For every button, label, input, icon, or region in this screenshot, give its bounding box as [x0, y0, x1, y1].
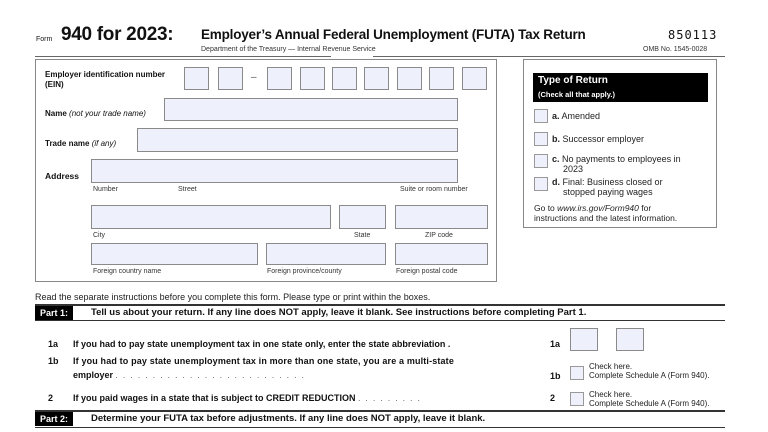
checkbox-amended[interactable] [534, 109, 548, 123]
trade-name-input[interactable] [137, 128, 458, 152]
line-1b-schedule-a: Complete Schedule A (Form 940). [589, 371, 710, 380]
multi-state-checkbox[interactable] [570, 366, 584, 380]
ein-digit-2[interactable] [218, 67, 243, 90]
name-label-hint: (not your trade name) [69, 109, 146, 118]
option-final-text2: stopped paying wages [563, 187, 653, 197]
line-2-number: 2 [48, 393, 54, 403]
name-label-text: Name [45, 109, 67, 118]
option-final-text: Final: Business closed or [562, 177, 663, 187]
irs-form940-link[interactable]: www.irs.gov/Form940 [557, 203, 639, 213]
form-title: Employer’s Annual Federal Unemployment (FUTA) Tax Return [201, 27, 586, 42]
option-no-payments-letter: c. [552, 154, 560, 164]
barcode-number: 850113 [668, 28, 718, 42]
ein-digit-5[interactable] [332, 67, 357, 90]
option-amended-letter: a. [552, 111, 560, 121]
part2-label: Part 2: [35, 412, 73, 426]
street-address-input[interactable] [91, 159, 458, 183]
foreign-country-input[interactable] [91, 243, 258, 265]
line-1a-number: 1a [48, 339, 59, 349]
form-header [0, 0, 768, 53]
part1-bottom-rule [35, 320, 725, 321]
form-number: 940 for 2023: [61, 24, 174, 45]
caption-number: Number [93, 186, 118, 193]
caption-foreign-country: Foreign country name [93, 268, 162, 275]
trade-name-label-text: Trade name [45, 139, 90, 148]
form-prefix: Form [36, 36, 53, 43]
header-divider-right [373, 56, 725, 57]
ein-digit-4[interactable] [300, 67, 325, 90]
trade-name-label [45, 139, 116, 148]
part1-header [35, 306, 725, 320]
part2-text: Determine your FUTA tax before adjustments. If any line does NOT apply, leave it blank. [91, 413, 486, 424]
state-abbrev-2-input[interactable] [616, 328, 644, 351]
option-amended [552, 112, 600, 121]
part2-bottom-rule [35, 427, 725, 428]
type-of-return-header [533, 73, 708, 102]
state-abbrev-1-input[interactable] [570, 328, 598, 351]
type-of-return-subtitle: (Check all that apply.) [538, 90, 615, 99]
type-of-return-title: Type of Return [538, 75, 608, 86]
option-final-letter: d. [552, 177, 560, 187]
foreign-province-input[interactable] [266, 243, 386, 265]
option-no-payments [552, 154, 681, 174]
header-divider-left [35, 56, 331, 57]
caption-foreign-province: Foreign province/county [267, 268, 342, 275]
caption-suite: Suite or room number [400, 186, 468, 193]
line-2-text [73, 393, 421, 403]
line-1b-check-note [589, 362, 710, 380]
omb-number: OMB No. 1545-0028 [643, 46, 708, 53]
line-1b-check-here: Check here. [589, 362, 633, 371]
option-no-payments-text2: 2023 [563, 164, 584, 174]
line-1a-ref: 1a [550, 339, 561, 349]
caption-city: City [93, 232, 106, 239]
option-no-payments-text: No payments to employees in [562, 154, 681, 164]
part1-label: Part 1: [35, 306, 73, 320]
option-final [552, 177, 663, 197]
name-input[interactable] [164, 98, 458, 121]
line-1a-dots: . [445, 339, 451, 349]
department-line: Department of the Treasury — Internal Revenue Service [201, 46, 376, 53]
line-1b-ref: 1b [550, 371, 561, 381]
option-successor [552, 135, 644, 144]
foreign-postal-input[interactable] [395, 243, 488, 265]
trade-name-label-hint: (if any) [91, 139, 117, 148]
line-2-question: If you paid wages in a state that is subject to CREDIT REDUCTION [73, 393, 356, 403]
instructions-text: Read the separate instructions before you complete this form. Please type or print within the boxes. [35, 292, 431, 302]
line-2-check-here: Check here. [589, 390, 633, 399]
ein-digit-7[interactable] [397, 67, 422, 90]
note-prefix: Go to [534, 203, 558, 213]
checkbox-successor[interactable] [534, 132, 548, 146]
line-1b-question: If you had to pay state unemployment tax in more than one state, you are a multi-state [73, 356, 454, 366]
line-2-ref: 2 [550, 393, 556, 403]
line-1b-employer: employer [73, 370, 114, 380]
credit-reduction-checkbox[interactable] [570, 392, 584, 406]
ein-label-abbrev: (EIN) [45, 80, 64, 89]
checkbox-final[interactable] [534, 177, 548, 191]
address-label: Address [45, 171, 80, 181]
caption-state: State [354, 232, 371, 239]
option-successor-text: Successor employer [562, 134, 645, 144]
note-line2: instructions and the latest information. [534, 213, 678, 223]
ein-digit-3[interactable] [267, 67, 292, 90]
line-1b-dots: . . . . . . . . . . . . . . . . . . . . . . . . . . [115, 371, 306, 380]
city-input[interactable] [91, 205, 331, 229]
line-2-check-note [589, 390, 710, 408]
ein-digit-8[interactable] [429, 67, 454, 90]
caption-street: Street [178, 186, 197, 193]
option-amended-text: Amended [561, 111, 601, 121]
checkbox-no-payments[interactable] [534, 154, 548, 168]
part1-text: Tell us about your return. If any line does NOT apply, leave it blank. See instructions before completing Part 1. [91, 307, 587, 318]
line-1b-number: 1b [48, 356, 59, 366]
line-1b-question-cont [73, 370, 305, 380]
ein-separator: – [251, 72, 257, 83]
caption-foreign-postal: Foreign postal code [396, 268, 458, 275]
line-1a-text [73, 339, 450, 349]
name-label [45, 109, 146, 118]
type-of-return-note [534, 203, 677, 223]
option-successor-letter: b. [552, 134, 560, 144]
part2-header [35, 412, 725, 426]
ein-digit-1[interactable] [184, 67, 209, 90]
note-suffix: for [638, 203, 652, 213]
state-input[interactable] [339, 205, 386, 229]
line-2-schedule-a: Complete Schedule A (Form 940). [589, 399, 710, 408]
ein-digit-9[interactable] [462, 67, 487, 90]
zip-input[interactable] [395, 205, 488, 229]
line-2-dots: . . . . . . . . . [358, 394, 422, 403]
caption-zip: ZIP code [425, 232, 453, 239]
ein-label: Employer identification number [45, 70, 166, 79]
ein-digit-6[interactable] [364, 67, 389, 90]
line-1a-question: If you had to pay state unemployment tax in one state only, enter the state abbreviation [73, 339, 446, 349]
